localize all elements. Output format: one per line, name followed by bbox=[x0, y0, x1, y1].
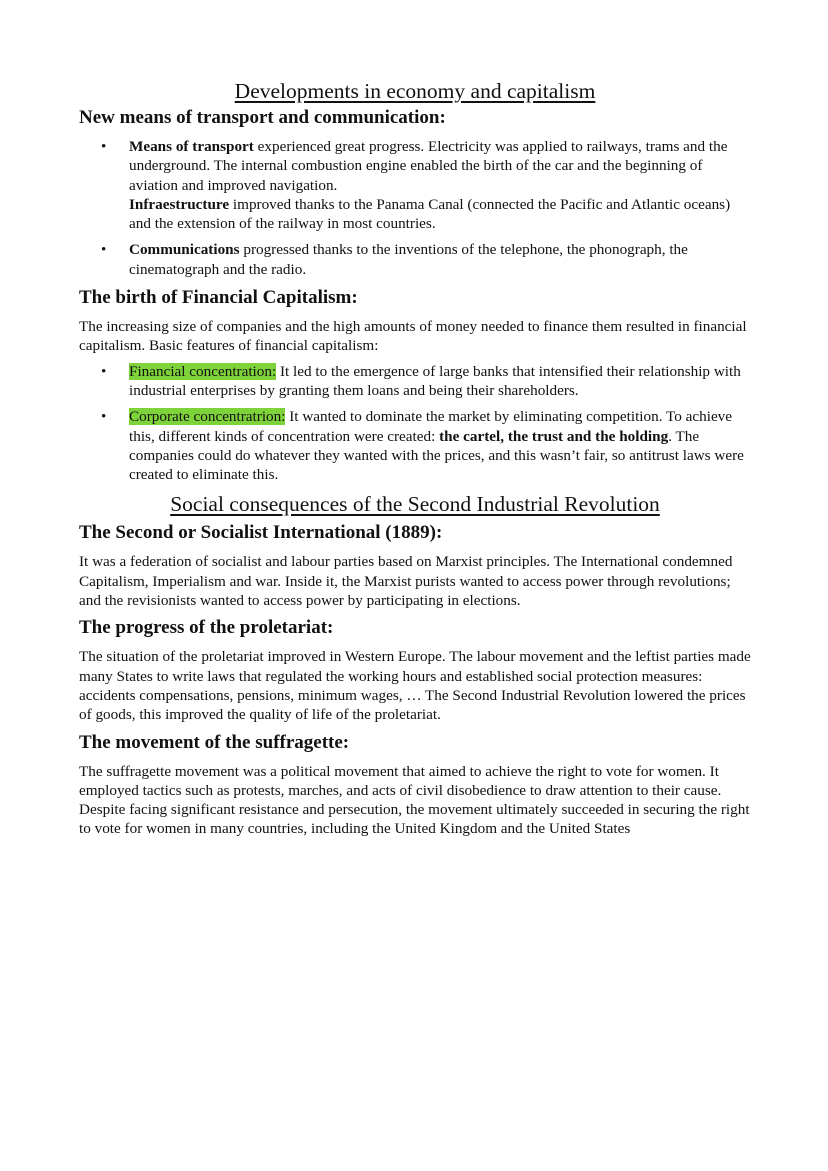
bold-term: the cartel, the trust and the holding bbox=[439, 427, 669, 445]
heading-socialist-international: The Second or Socialist International (1889): bbox=[79, 522, 443, 544]
bold-term: Communications bbox=[129, 241, 240, 259]
bold-term: Infraestructure bbox=[129, 195, 230, 213]
list-item bbox=[79, 137, 751, 233]
capitalism-list bbox=[79, 362, 751, 485]
transport-list bbox=[79, 137, 751, 279]
document-page bbox=[79, 78, 751, 845]
bullet-icon: • bbox=[101, 408, 107, 426]
list-item bbox=[79, 362, 751, 401]
paragraph: The increasing size of companies and the high amounts of money needed to finance them resulted in financial capitalism. Basic features of financial capitalism: bbox=[79, 318, 747, 355]
text: It led to the emergence of large banks that intensified their relationship with industrial enterprises by granting them loans and being their shareholders. bbox=[129, 362, 741, 399]
section-title-economy: Developments in economy and capitalism bbox=[234, 79, 596, 103]
bullet-icon: • bbox=[101, 138, 107, 155]
heading-transport: New means of transport and communication: bbox=[79, 107, 446, 128]
text: . The companies could do whatever they wanted with the prices, and this wasn’t fair, so antitrust laws were created to eliminate this. bbox=[129, 427, 744, 484]
paragraph: The situation of the proletariat improved in Western Europe. The labour movement and the leftist parties made many States to write laws that regulated the working hours and established social protection measures: accidents compensations, pensions, minimum wages, … The Second Industrial Revolution lowered the prices of goods, this improved the quality of life of the proletariat. bbox=[79, 648, 751, 724]
list-item bbox=[79, 240, 751, 279]
highlighted-term: Financial concentration: bbox=[129, 362, 277, 380]
bullet-icon: • bbox=[101, 362, 107, 380]
text: It wanted to dominate the market by eliminating competition. To achieve this, different kinds of concentration were created: bbox=[129, 408, 733, 445]
paragraph: The suffragette movement was a political movement that aimed to achieve the right to vote for women. It employed tactics such as protests, marches, and acts of civil disobedience to draw attention to their cause. Despite facing significant resistance and persecution, the movement ultimately succeeded in securing the right to vote for women in many countries, including the United Kingdom and the United States bbox=[79, 762, 750, 838]
heading-suffragette: The movement of the suffragette: bbox=[79, 731, 350, 753]
paragraph: It was a federation of socialist and labour parties based on Marxist principles. The International condemned Capitalism, Imperialism and war. Inside it, the Marxist purists wanted to access power through revolutions; and the revisionists wanted to access power by participating in elections. bbox=[79, 553, 733, 610]
text: experienced great progress. Electricity was applied to railways, trams and the underground. The internal combustion engine enabled the birth of the car and the beginning of aviation and improved navigation. bbox=[129, 138, 728, 194]
bold-term: Means of transport bbox=[129, 138, 254, 155]
bullet-icon: • bbox=[101, 241, 107, 259]
heading-financial-capitalism: The birth of Financial Capitalism: bbox=[79, 287, 358, 309]
text: progressed thanks to the inventions of the telephone, the phonograph, the cinematograph and the radio. bbox=[129, 241, 688, 278]
list-item bbox=[79, 407, 751, 484]
text: improved thanks to the Panama Canal (connected the Pacific and Atlantic oceans) and the extension of the railway in most countries. bbox=[129, 195, 731, 233]
heading-proletariat: The progress of the proletariat: bbox=[79, 617, 334, 639]
section-title-social: Social consequences of the Second Industrial Revolution bbox=[170, 492, 660, 517]
highlighted-term: Corporate concentratrion: bbox=[129, 408, 286, 426]
